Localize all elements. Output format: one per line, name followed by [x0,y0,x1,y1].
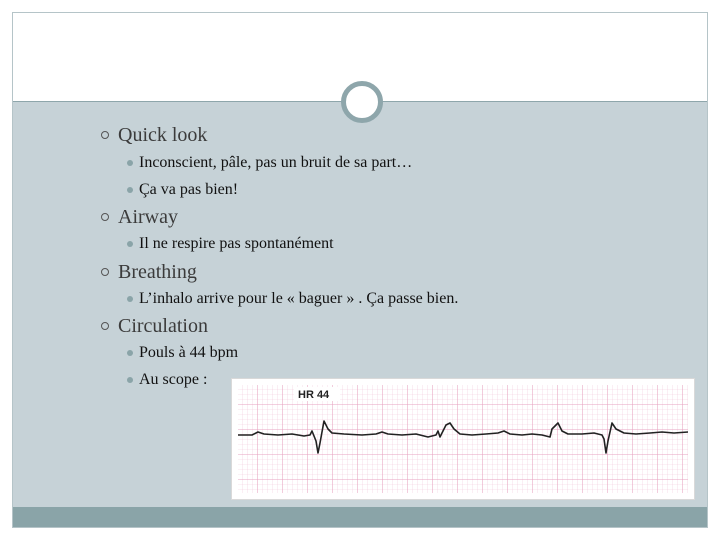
section-bullet-icon [101,322,109,330]
item-bullet-icon [127,160,133,166]
ecg-strip-image [231,378,695,500]
bullet-text: Au scope : [139,371,208,388]
bullet-text: Inconscient, pâle, pas un bruit de sa part… [139,154,413,171]
bullet-text: Pouls à 44 bpm [139,344,239,361]
ecg-grid [238,385,688,493]
section-heading-breathing: Breathing [118,261,197,283]
ecg-strip-svg [232,379,694,499]
section-bullet-icon [101,131,109,139]
section-heading-quick-look: Quick look [118,124,208,146]
item-bullet-icon [127,377,133,383]
item-bullet-icon [127,296,133,302]
item-bullet-icon [127,241,133,247]
section-heading-circulation: Circulation [118,315,208,337]
footer-bar [13,507,707,527]
bullet-text: Il ne respire pas spontanément [139,235,334,252]
section-bullet-icon [101,213,109,221]
item-bullet-icon [127,187,133,193]
bullet-text: Ça va pas bien! [139,181,239,198]
ecg-heart-rate-label: HR 44 [298,389,330,401]
bullet-text: L’inhalo arrive pour le « baguer » . Ça passe bien. [139,290,459,307]
section-bullet-icon [101,268,109,276]
item-bullet-icon [127,350,133,356]
section-heading-airway: Airway [118,206,178,228]
decorative-circle-icon [341,81,383,123]
